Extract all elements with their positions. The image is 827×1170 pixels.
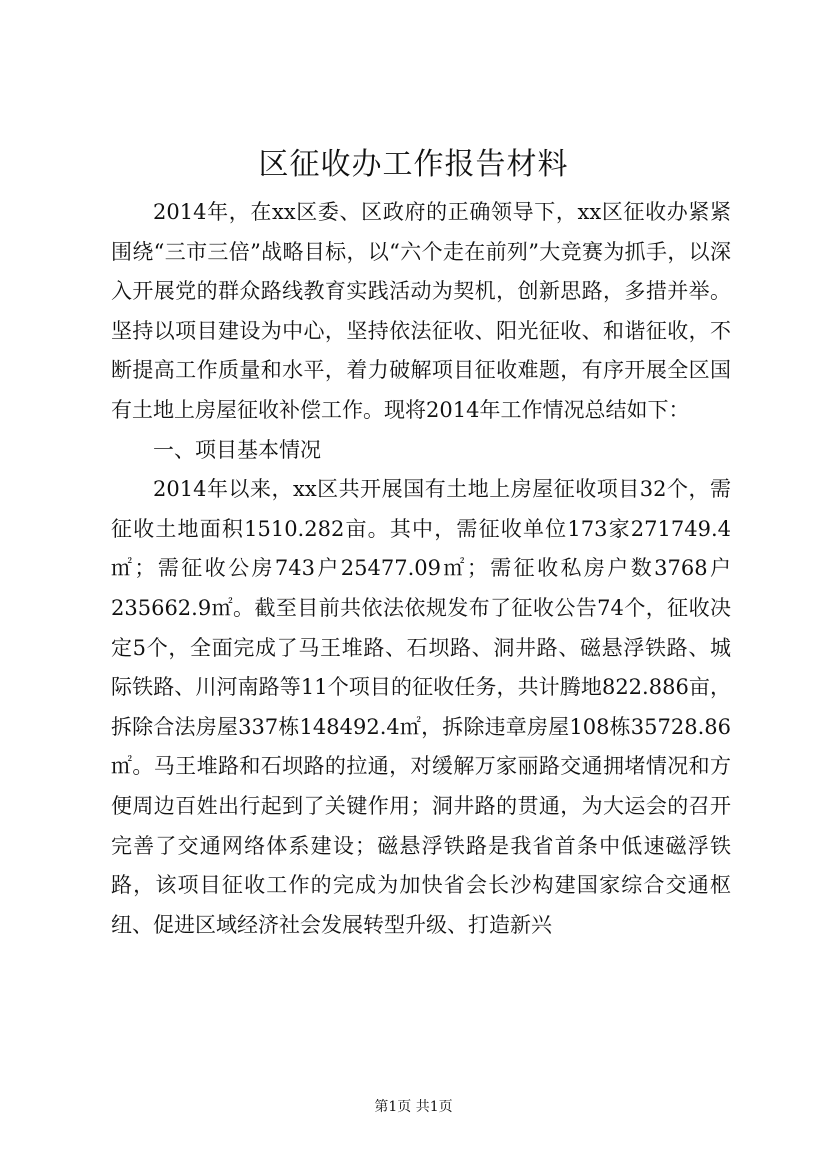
section-heading-project-overview: 一、项目基本情况	[153, 437, 321, 462]
document-title: 区征收办工作报告材料	[258, 147, 569, 182]
project-overview-paragraph: 2014年以来，xx区共开展国有土地上房屋征收项目32个，需征收土地面积1510.282亩。其中，需征收单位173家271749.4㎡；需征收公房743户25477.09㎡；需征收私房户数3768户235662.9㎡。截至目前共依法依规发布了征收公告74个，征收决定5个，全面完成了马王堆路、石坝路、洞井路、磁悬浮铁路、城际铁路、川河南路等11个项目的征收任务，共计腾地822.886亩，拆除合法房屋337栋148492.4㎡，拆除违章房屋108栋35728.86㎡。马王堆路和石坝路的拉通，对缓解万家丽路交通拥堵情况和方便周边百姓出行起到了关键作用；洞井路的贯通，为大运会的召开完善了交通网络体系建设；磁悬浮铁路是我省首条中低速磁浮铁路，该项目征收工作的完成为加快省会长沙构建国家综合交通枢纽、促进区域经济社会发展转型升级、打造新兴	[111, 477, 731, 937]
document-body	[111, 193, 731, 945]
page-footer: 第1页 共1页	[374, 1099, 453, 1115]
intro-paragraph: 2014年，在xx区委、区政府的正确领导下，xx区征收办紧紧围绕“三市三倍”战略目标，以“六个走在前列”大竞赛为抓手，以深入开展党的群众路线教育实践活动为契机，创新思路，多措并举。坚持以项目建设为中心，坚持依法征收、阳光征收、和谐征收，不断提高工作质量和水平，着力破解项目征收难题，有序开展全区国有土地上房屋征收补偿工作。现将2014年工作情况总结如下：	[111, 200, 731, 422]
